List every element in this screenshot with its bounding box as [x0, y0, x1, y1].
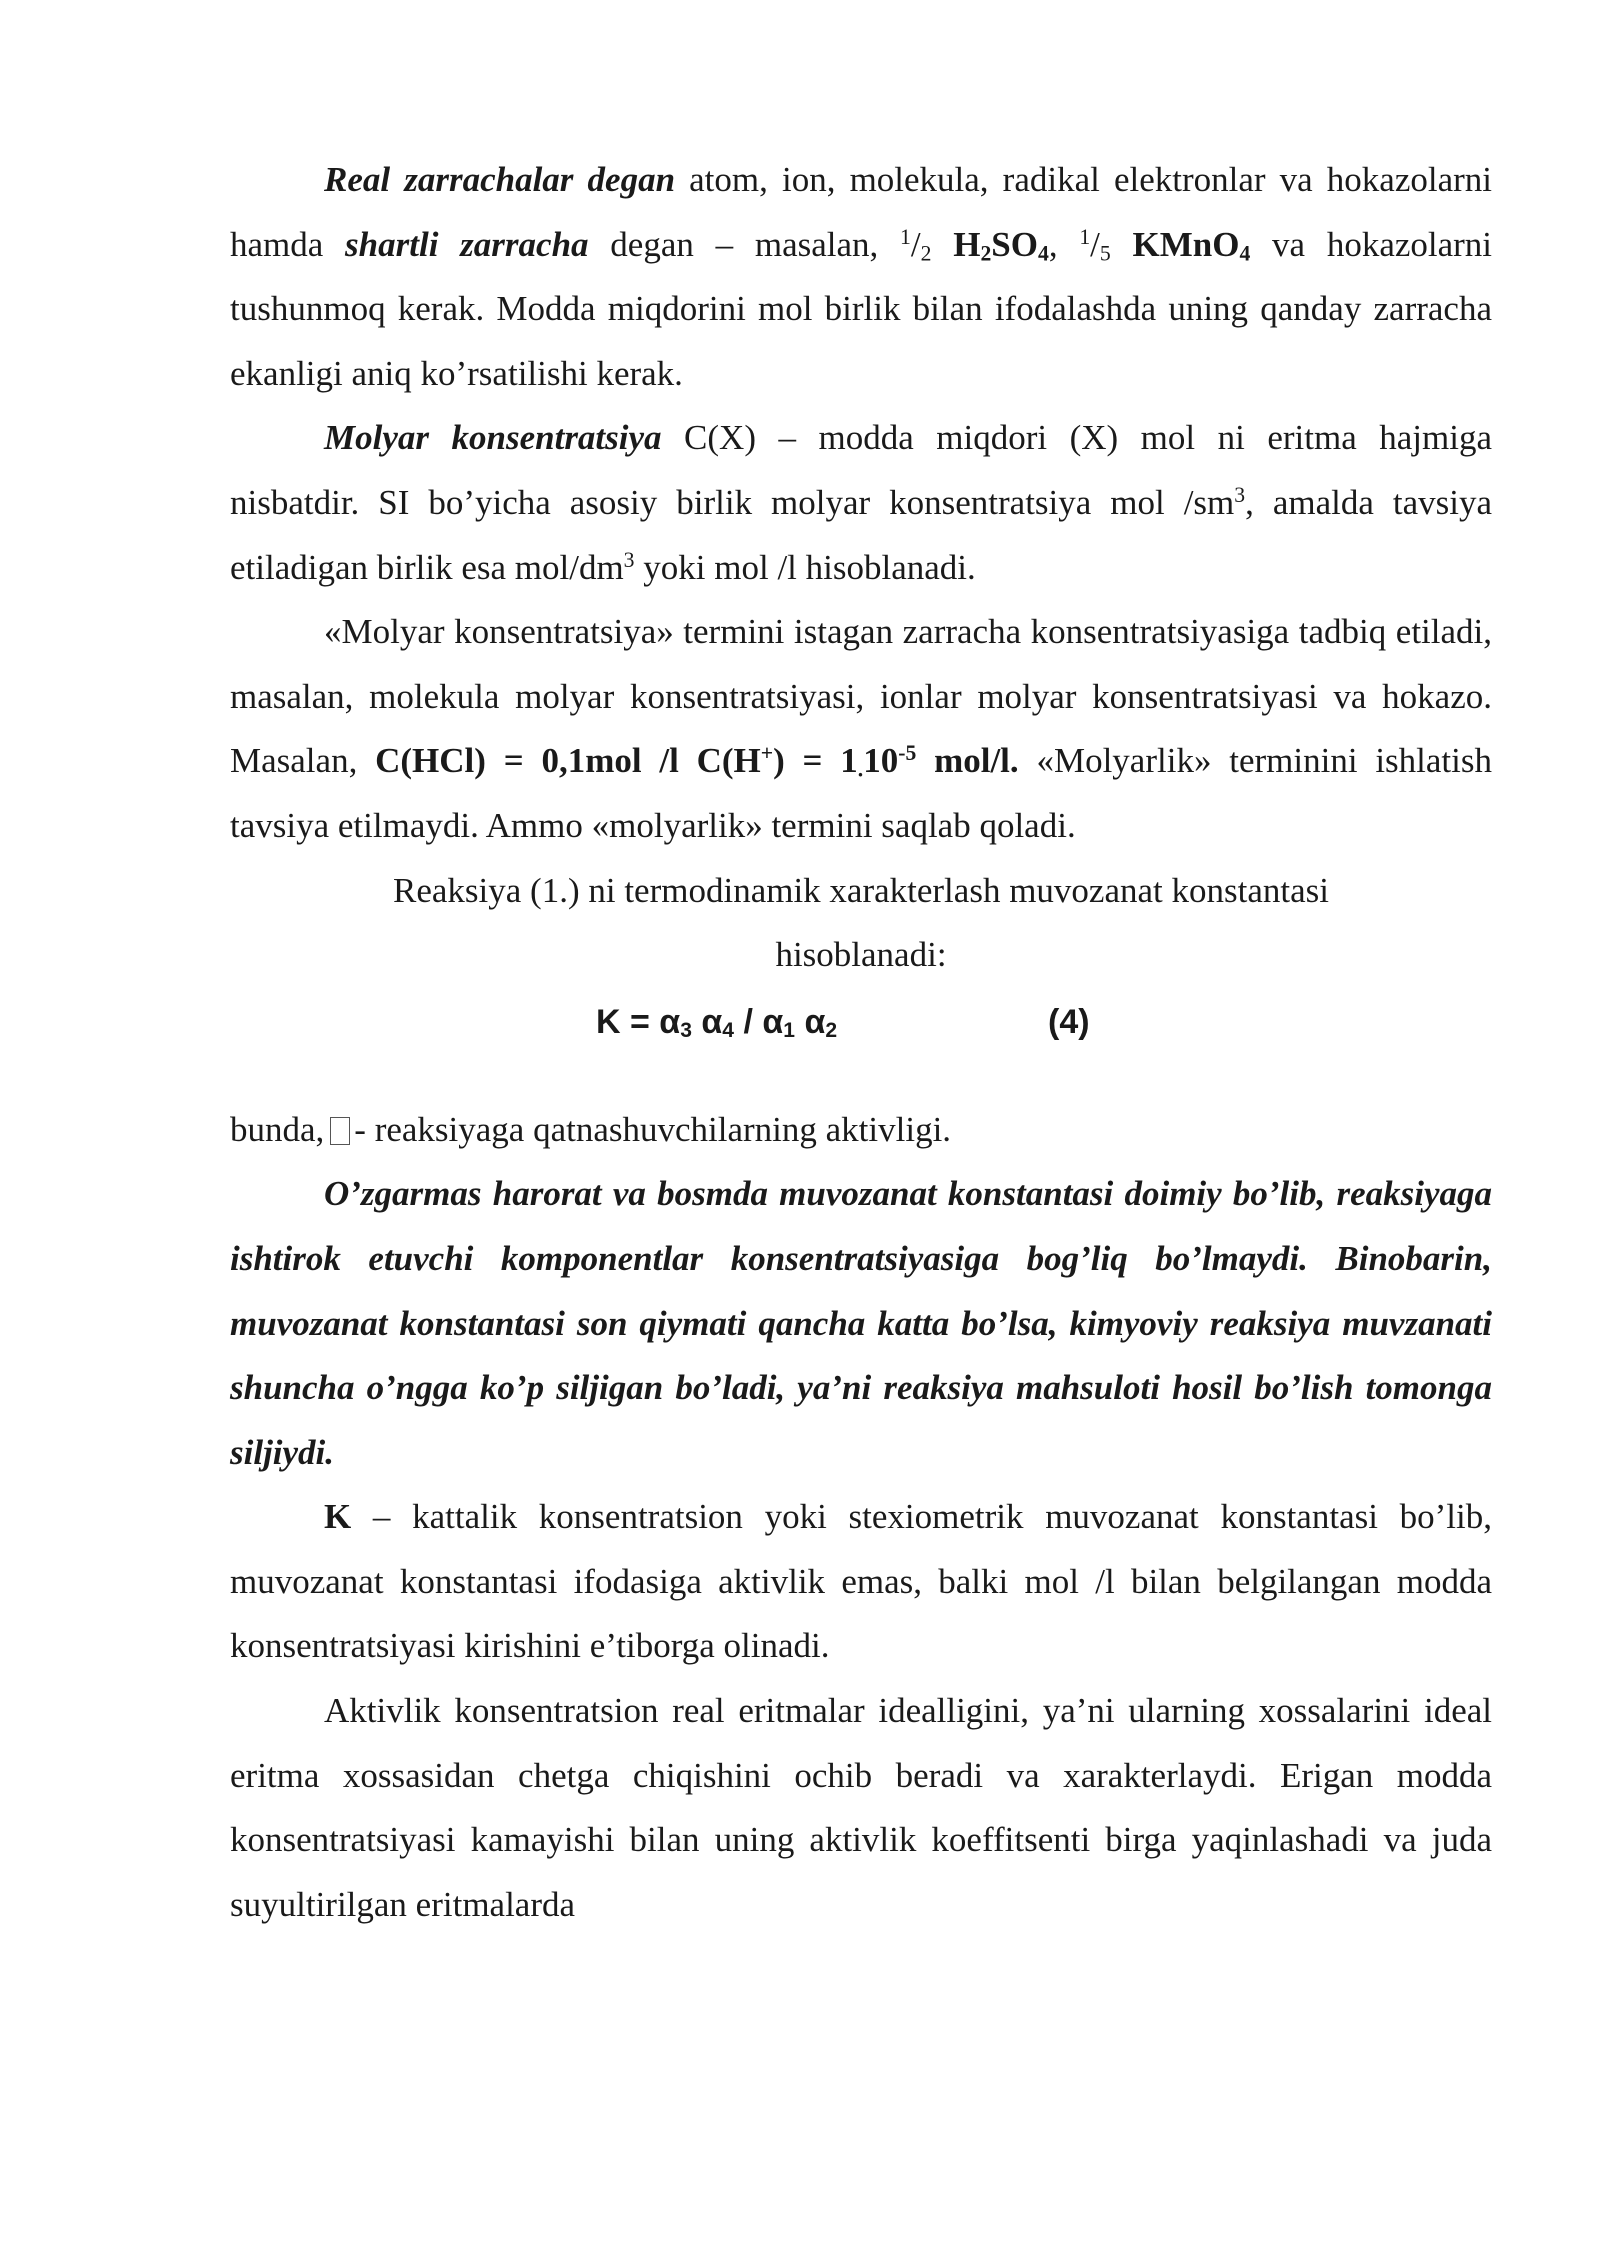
paragraph-reaction-intro — [230, 859, 1492, 988]
superscript: 3 — [623, 547, 635, 572]
text: C(X) – modda miqdori (X) mol ni eritma hajmiga nisbatdir. SI bo’yicha asosiy birlik molyar konsentratsiya mol /sm — [230, 418, 1492, 522]
fraction-denominator: 2 — [920, 240, 932, 265]
emphasis-text: O’zgarmas harorat va bosmda muvozanat konstantasi doimiy bo’lib, reaksiyaga ishtirok etuvchi komponentlar konsentratsiyasiga bog’liq bo’lmaydi. Binobarin, muvozanat konstantasi son qiymati qancha katta bo’lsa, kimyoviy reaksiya muvzanati shuncha o’ngga ko’p siljigan bo’ladi, ya’ni reaksiya mahsuloti hosil bo’lish tomonga siljiydi. — [230, 1174, 1492, 1472]
paragraph-particles — [230, 148, 1492, 406]
document-page — [230, 148, 1492, 1937]
symbol-k: K — [324, 1497, 352, 1537]
fraction-slash: / — [1090, 224, 1100, 264]
text: Reaksiya (1.) ni termodinamik xarakterlash muvozanat konstantasi — [393, 870, 1329, 910]
text: va hokazolarni tushunmoq kerak. Modda miqdorini mol birlik bilan ifodalashda uning qanday zarracha ekanligi aniq ko’rsatilishi kerak. — [230, 224, 1493, 393]
formula-number: (4) — [1048, 1002, 1090, 1041]
fraction-slash: / — [910, 224, 921, 264]
text: , amalda tavsiya etiladigan birlik esa mol/dm — [230, 482, 1492, 587]
fraction-numerator: 1 — [900, 224, 911, 249]
paragraph-activity-note — [230, 1098, 1492, 1163]
text: - reaksiyaga qatnashuvchilarning aktivligi. — [354, 1109, 952, 1149]
paragraph-k-definition — [230, 1485, 1492, 1679]
term-molar-concentration: Molyar konsentratsiya — [324, 418, 662, 458]
text: hisoblanadi: — [775, 935, 947, 975]
formula-kmno4: KMnO$_4$ — [1132, 224, 1251, 265]
term-conditional-particle: shartli zarracha — [345, 224, 589, 264]
example-formula: C(HCl) = 0,1mol /l $C(H^+) = 1_.10^{-5}$ mol/l. — [375, 741, 1019, 782]
text: – kattalik konsentratsion yoki stexiometrik muvozanat konstantasi bo’lib, muvozanat konstantasi ifodasiga aktivlik emas, balki mol /l bilan belgilangan modda konsentratsiyasi kirishini e’tiborga olinadi. — [230, 1497, 1492, 1666]
text: «Molyarlik» terminini ishlatish tavsiya etilmaydi. Ammo «molyarlik» termini saqlab qoladi. — [230, 741, 1492, 845]
fraction-denominator: 5 — [1099, 240, 1111, 265]
paragraph-term-usage — [230, 600, 1492, 858]
text: , — [1048, 224, 1080, 264]
equilibrium-formula — [230, 986, 1492, 1062]
paragraph-constant-statement — [230, 1162, 1492, 1485]
missing-glyph-box — [330, 1117, 350, 1145]
text: yoki mol /l hisoblanadi. — [634, 547, 976, 587]
superscript: 3 — [1234, 483, 1246, 508]
formula-expression: $K = \alpha_3$ $\alpha_4 / \alpha_1$ $\alpha_2$ — [596, 1002, 838, 1042]
formula-h2so4: $H_2SO_4$ — [953, 224, 1049, 265]
text: bunda, — [230, 1109, 325, 1149]
text: «Molyar konsentratsiya» termini istagan zarracha konsentratsiyasiga tadbiq etiladi, masalan, molekula molyar konsentratsiyasi, ionlar molyar konsentratsiyasi va hokazo. Masalan, — [230, 612, 1492, 781]
text: atom, ion, molekula, radikal elektronlar va hokazolarni hamda — [230, 160, 1492, 264]
term-real-particles: Real zarrachalar degan — [324, 160, 676, 199]
fraction-numerator: 1 — [1079, 224, 1091, 249]
text: Aktivlik konsentratsion real eritmalar idealligini, ya’ni ularning xossalarini ideal eritma xossasidan chetga chiqishini ochib beradi va xarakterlaydi. Erigan modda konsentratsiyasi kamayishi bilan uning aktivlik koeffitsenti birga yaqinlashadi va juda suyultirilgan eritmalarda — [230, 1691, 1492, 1924]
text: degan – masalan, — [588, 224, 901, 264]
paragraph-activity — [230, 1679, 1492, 1937]
paragraph-molar-concentration — [230, 406, 1492, 600]
